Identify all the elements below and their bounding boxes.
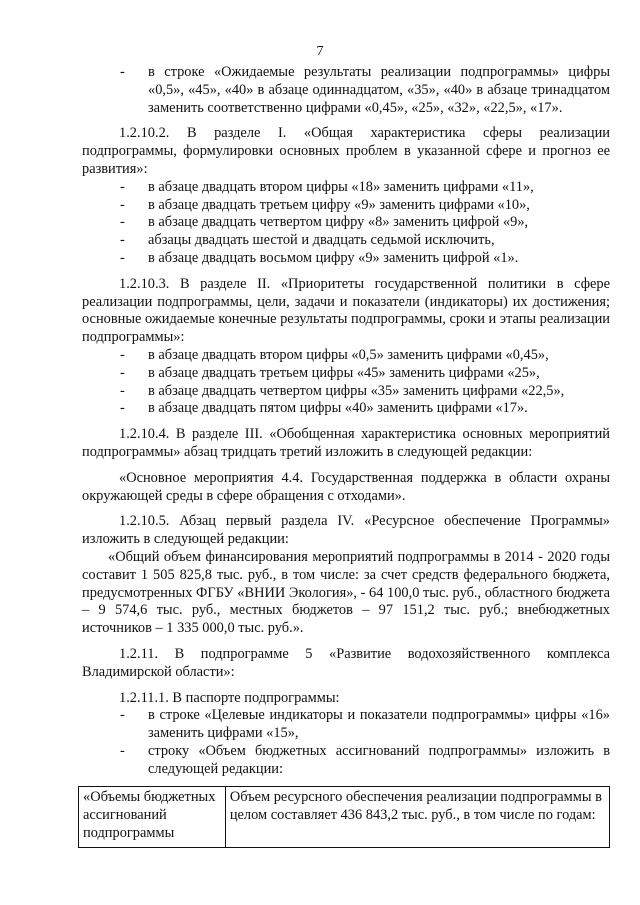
list-item: - в абзаце двадцать втором цифры «0,5» заменить цифрами «0,45», (82, 347, 610, 365)
paragraph-1-2-11-1: 1.2.11.1. В паспорте подпрограммы: (119, 689, 340, 706)
list-item: - в абзаце двадцать восьмом цифру «9» заменить цифрой «1». (82, 250, 610, 268)
paragraph-quote-4-4: «Основное мероприятия 4.4. Государственная поддержка в области охраны окружающей среды в сфере обращения с отходами». (82, 469, 610, 504)
list-item: - абзацы двадцать шестой и двадцать седьмой исключить, (82, 232, 610, 250)
table-row (79, 787, 610, 847)
document-body (82, 64, 610, 848)
page-number: 7 (316, 44, 324, 59)
budget-table (78, 786, 610, 847)
paragraph-1-2-10-2: 1.2.10.2. В разделе I. «Общая характеристика сферы реализации подпрограммы, формулировки основных проблем в указанной сфере и прогноз ее развития»: (82, 125, 610, 177)
list-item: - в строке «Целевые индикаторы и показатели подпрограммы» цифры «16» заменить цифрами «15», (82, 707, 610, 743)
list-item: - в абзаце двадцать четвертом цифры «35» заменить цифрами «22,5», (82, 383, 610, 401)
list-item: - в абзаце двадцать третьем цифру «9» заменить цифрами «10», (82, 197, 610, 215)
list-item: - в абзаце двадцать третьем цифры «45» заменить цифрами «25», (82, 365, 610, 383)
list-item: - в абзаце двадцать втором цифры «18» заменить цифрами «11», (82, 179, 610, 197)
table-cell-value: Объем ресурсного обеспечения реализации подпрограммы в целом составляет 436 843,2 тыс. руб., в том числе по годам: (225, 787, 609, 847)
list-item: - строку «Объем бюджетных ассигнований подпрограммы» изложить в следующей редакции: (82, 743, 610, 779)
paragraph-1-2-10-4: 1.2.10.4. В разделе III. «Обобщенная характеристика основных мероприятий подпрограммы» абзац тридцать третий изложить в следующей редакции: (82, 426, 610, 460)
paragraph-funding-quote: «Общий объем финансирования мероприятий подпрограммы в 2014 - 2020 годы составит 1 505 825,8 тыс. руб., в том числе: за счет средств федерального бюджета, предусмотренных ФГБУ «ВНИИ Экология», - 64 100,0 тыс. руб., областного бюджета – 9 574,6 тыс. руб., местных бюджетов – 97 151,2 тыс. руб.; внебюджетных источников – 1 335 000,0 тыс. руб.». (82, 548, 610, 637)
paragraph-1-2-10-5: 1.2.10.5. Абзац первый раздела IV. «Ресурсное обеспечение Программы» изложить в следующей редакции: (82, 513, 610, 548)
paragraph-1-2-10-3: 1.2.10.3. В разделе II. «Приоритеты государственной политики в сфере реализации подпрограммы, цели, задачи и показатели (индикаторы) их достижения; основные ожидаемые конечные результаты подпрограммы, сроки и этапы реализации подпрограммы»: (82, 275, 610, 346)
paragraph-1-2-11: 1.2.11. В подпрограмме 5 «Развитие водохозяйственного комплекса Владимирской области»: (82, 645, 610, 680)
table-cell-label: «Объемы бюджетных ассигнований подпрограммы (79, 787, 226, 847)
list-item: - в абзаце двадцать пятом цифры «40» заменить цифрами «17». (82, 400, 610, 418)
paragraph-bullet: - в строке «Ожидаемые результаты реализации подпрограммы» цифры «0,5», «45», «40» в абзаце одиннадцатом, «35», «40» в абзаце тринадцатом заменить соответственно цифрами «0,45», «25», «32», «22,5», «17». (82, 64, 610, 117)
list-item: - в абзаце двадцать четвертом цифру «8» заменить цифрой «9», (82, 214, 610, 232)
